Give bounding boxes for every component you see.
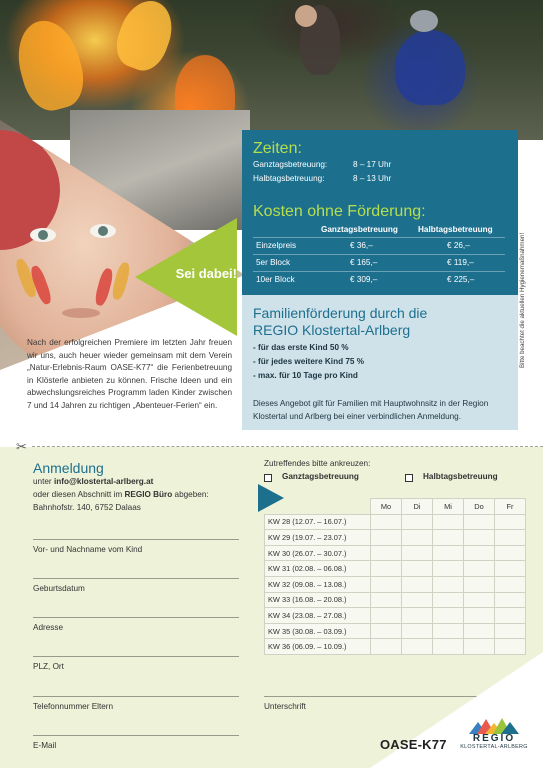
options-prompt: Zutreffendes bitte ankreuzen: <box>264 459 371 468</box>
field-label-zip-city: PLZ, Ort <box>33 662 64 671</box>
foerderung-item: - für das erste Kind 50 % <box>253 343 349 352</box>
foerderung-note: Dieses Angebot gilt für Familien mit Hauptwohnsitz in der Region Klostertal und Arlberg bei einer verbindlichen Anmeldung. <box>253 399 489 421</box>
text: unter <box>33 477 54 486</box>
day-cell[interactable] <box>433 576 464 592</box>
schedule-table <box>264 498 526 655</box>
eye <box>30 228 56 242</box>
day-cell[interactable] <box>371 639 402 655</box>
foerderung-item: - für jedes weitere Kind 75 % <box>253 357 365 366</box>
kosten-heading: Kosten ohne Förderung: <box>253 203 426 220</box>
foerderung-heading-2: REGIO Klostertal-Arlberg <box>253 322 411 338</box>
checkbox-halbtag[interactable] <box>405 474 413 482</box>
office-address: Bahnhofstr. 140, 6752 Dalaas <box>33 503 141 512</box>
table-row <box>265 545 526 561</box>
price-label: 10er Block <box>256 275 295 284</box>
field-label-name: Vor- und Nachname vom Kind <box>33 545 143 554</box>
field-label-birthdate: Geburtsdatum <box>33 584 85 593</box>
table-row <box>265 623 526 639</box>
table-row <box>265 561 526 577</box>
day-cell[interactable] <box>433 608 464 624</box>
field-line[interactable] <box>33 617 239 618</box>
day-cell[interactable] <box>433 561 464 577</box>
regio-name: REGIO <box>472 733 516 744</box>
day-cell[interactable] <box>402 561 433 577</box>
foerderung-heading-1: Familienförderung durch die <box>253 305 428 321</box>
day-cell[interactable] <box>433 530 464 546</box>
office-name: REGIO Büro <box>124 490 173 499</box>
day-cell[interactable] <box>402 530 433 546</box>
mouth <box>62 308 100 318</box>
table-row <box>265 514 526 530</box>
day-cell[interactable] <box>464 592 495 608</box>
day-cell[interactable] <box>402 514 433 530</box>
table-row <box>265 608 526 624</box>
price-ganztag: € 309,– <box>350 275 378 284</box>
anmeldung-heading: Anmeldung <box>33 460 104 476</box>
col-halbtag: Halbtagsbetreuung <box>418 225 493 234</box>
day-cell[interactable] <box>464 639 495 655</box>
day-header: Mo <box>371 499 402 515</box>
week-label: KW 29 (19.07. – 23.07.) <box>265 530 371 546</box>
col-ganztag: Ganztagsbetreuung <box>321 225 398 234</box>
day-cell[interactable] <box>495 530 526 546</box>
info-box-foerderung <box>242 295 518 430</box>
week-label: KW 30 (26.07. – 30.07.) <box>265 545 371 561</box>
zeiten-heading: Zeiten: <box>253 140 302 157</box>
table-row <box>265 576 526 592</box>
checkbox-ganztag[interactable] <box>264 474 272 482</box>
day-cell[interactable] <box>371 592 402 608</box>
week-label: KW 31 (02.08. – 06.08.) <box>265 561 371 577</box>
day-header: Di <box>402 499 433 515</box>
day-cell[interactable] <box>402 576 433 592</box>
price-ganztag: € 165,– <box>350 258 378 267</box>
divider <box>253 271 505 272</box>
day-cell[interactable] <box>495 561 526 577</box>
field-label-phone: Telefonnummer Eltern <box>33 702 114 711</box>
zeiten-value: 8 – 13 Uhr <box>353 174 392 183</box>
oase-logo: OASE-K77 <box>380 737 447 752</box>
day-cell[interactable] <box>402 623 433 639</box>
day-header: Fr <box>495 499 526 515</box>
day-cell[interactable] <box>402 608 433 624</box>
day-cell[interactable] <box>402 545 433 561</box>
foerderung-item: - max. für 10 Tage pro Kind <box>253 371 358 380</box>
field-line[interactable] <box>33 539 239 540</box>
day-cell[interactable] <box>464 623 495 639</box>
mountain-logo-icon <box>469 718 519 734</box>
day-cell[interactable] <box>371 530 402 546</box>
face-paint <box>110 261 131 301</box>
eye <box>90 224 116 238</box>
day-cell[interactable] <box>495 576 526 592</box>
day-cell[interactable] <box>464 514 495 530</box>
intro-text: Nach der erfolgreichen Premiere im letzten Jahr freuen wir uns, auch heuer wieder gemeinsam mit dem Verein „Natur-Erlebnis-Raum OASE-K77“ die Ferienbetreuung in Klösterle anbieten zu können. Frische Ideen und ein abwechslungsreiches Programm laden Kinder zwischen 7 und 14 Jahren zu richtigen „Abenteuer-Ferien“ ein. <box>27 338 232 410</box>
zeiten-value: 8 – 17 Uhr <box>353 160 392 169</box>
zeiten-label: Halbtagsbetreuung: <box>253 174 325 183</box>
field-line[interactable] <box>33 656 239 657</box>
day-cell[interactable] <box>464 545 495 561</box>
option-ganztag-label: Ganztagsbetreuung <box>282 472 359 481</box>
day-cell[interactable] <box>495 608 526 624</box>
day-cell[interactable] <box>371 623 402 639</box>
day-cell[interactable] <box>371 561 402 577</box>
regio-logo <box>456 718 532 750</box>
day-cell[interactable] <box>495 545 526 561</box>
day-cell[interactable] <box>495 639 526 655</box>
day-cell[interactable] <box>371 514 402 530</box>
week-label: KW 34 (23.08. – 27.08.) <box>265 608 371 624</box>
day-header: Do <box>464 499 495 515</box>
price-label: 5er Block <box>256 258 291 267</box>
divider <box>253 254 505 255</box>
day-cell[interactable] <box>464 530 495 546</box>
day-cell[interactable] <box>371 608 402 624</box>
day-cell[interactable] <box>433 514 464 530</box>
day-cell[interactable] <box>433 545 464 561</box>
day-cell[interactable] <box>433 639 464 655</box>
cut-line <box>32 446 543 447</box>
zeiten-label: Ganztagsbetreuung: <box>253 160 328 169</box>
field-line[interactable] <box>33 696 239 697</box>
day-cell[interactable] <box>402 639 433 655</box>
table-header-row <box>265 499 526 515</box>
price-halbtag: € 26,– <box>447 241 470 250</box>
day-cell[interactable] <box>433 623 464 639</box>
price-ganztag: € 36,– <box>350 241 373 250</box>
field-label-address: Adresse <box>33 623 64 632</box>
day-header: Mi <box>433 499 464 515</box>
signature-label: Unterschrift <box>264 702 306 711</box>
week-label: KW 36 (06.09. – 10.09.) <box>265 639 371 655</box>
text: abgeben: <box>172 490 209 499</box>
field-line[interactable] <box>33 735 239 736</box>
field-line[interactable] <box>33 578 239 579</box>
table-corner <box>265 499 371 515</box>
price-label: Einzelpreis <box>256 241 297 250</box>
regio-subtitle: KLOSTERTAL-ARLBERG <box>460 744 528 750</box>
week-label: KW 35 (30.08. – 03.09.) <box>265 623 371 639</box>
anmeldung-line-1 <box>33 477 153 486</box>
day-cell[interactable] <box>402 592 433 608</box>
table-row <box>265 530 526 546</box>
option-halbtag-label: Halbtagsbetreuung <box>423 472 498 481</box>
table-row <box>265 592 526 608</box>
field-label-email: E-Mail <box>33 741 57 750</box>
day-cell[interactable] <box>433 592 464 608</box>
anmeldung-line-2 <box>33 490 209 499</box>
info-box-zeiten-kosten <box>242 130 518 295</box>
scissors-icon: ✂ <box>16 439 27 454</box>
day-cell[interactable] <box>371 545 402 561</box>
day-cell[interactable] <box>371 576 402 592</box>
hygiene-note: Bitte beachtet die aktuellen Hygienemaßnahmen! <box>519 232 526 368</box>
day-cell[interactable] <box>495 514 526 530</box>
email-link[interactable]: info@klostertal-arlberg.at <box>53 477 154 486</box>
day-cell[interactable] <box>464 576 495 592</box>
face-paint <box>93 267 114 307</box>
price-halbtag: € 225,– <box>447 275 475 284</box>
divider <box>253 237 505 238</box>
table-row <box>265 639 526 655</box>
day-cell[interactable] <box>464 561 495 577</box>
week-label: KW 33 (16.08. – 20.08.) <box>265 592 371 608</box>
day-cell[interactable] <box>495 623 526 639</box>
day-cell[interactable] <box>464 608 495 624</box>
day-cell[interactable] <box>495 592 526 608</box>
week-label: KW 28 (12.07. – 16.07.) <box>265 514 371 530</box>
week-label: KW 32 (09.08. – 13.08.) <box>265 576 371 592</box>
text: oder diesen Abschnitt im <box>33 490 125 499</box>
sei-dabei-label: Sei dabei! <box>175 266 237 281</box>
price-halbtag: € 119,– <box>447 258 474 267</box>
